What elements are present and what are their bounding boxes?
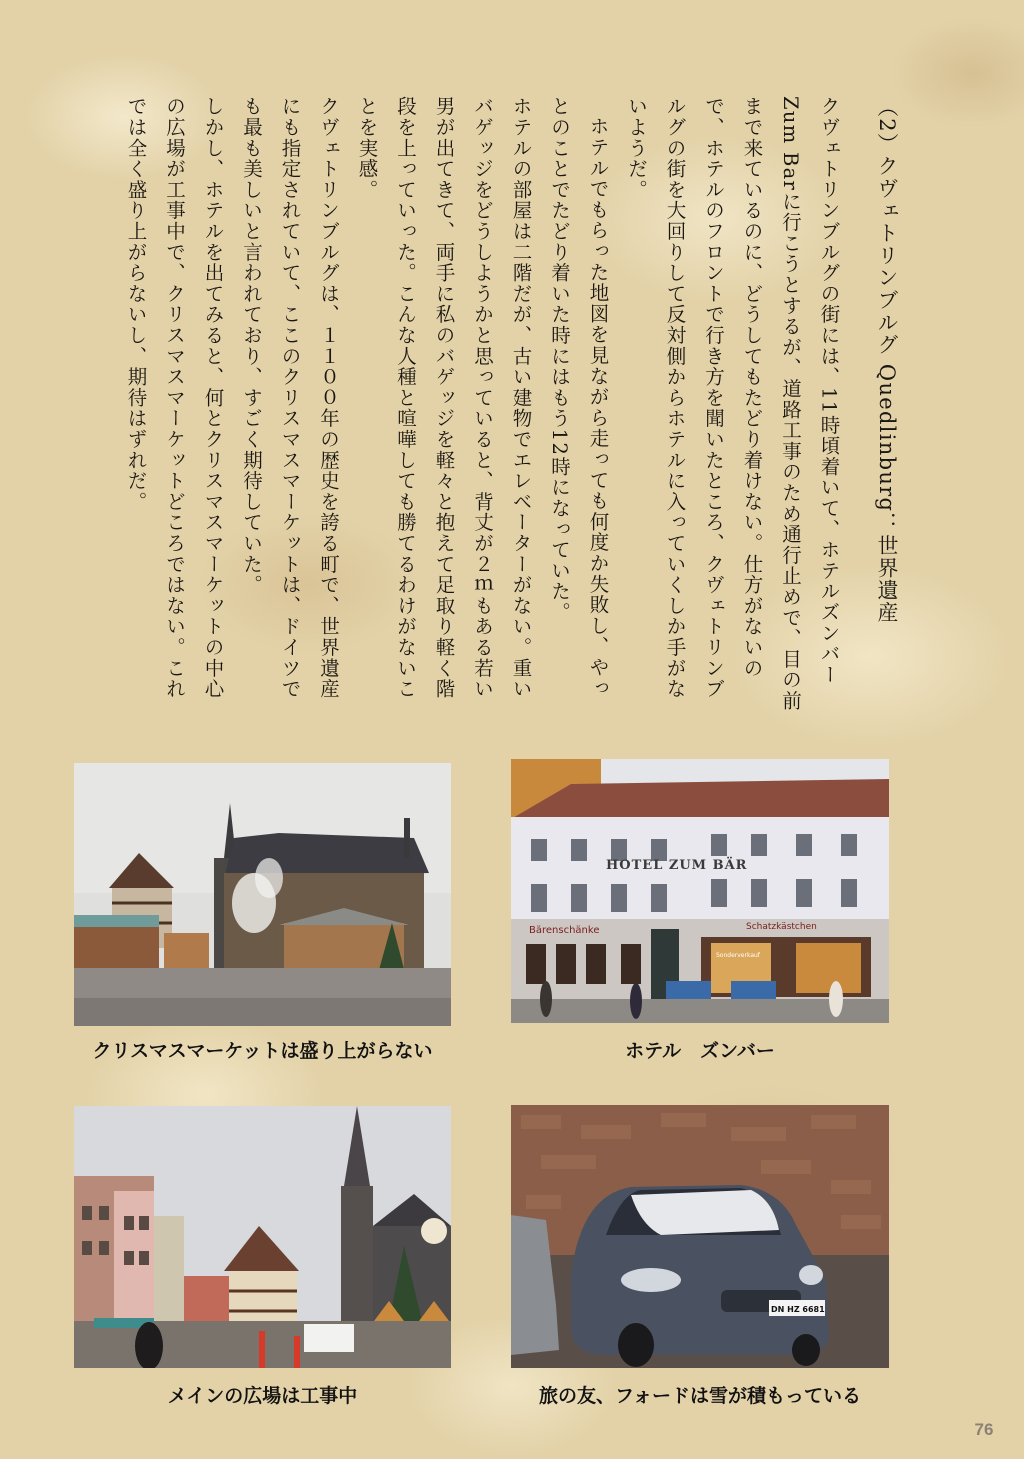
license-plate: DN HZ 6681 <box>771 1305 825 1314</box>
paragraph: ホテルでもらった地図を見ながら走っても何度か失敗し、やっとのことでたどり着いた時にはもう12時になっていた。 <box>548 96 610 698</box>
hotel-sign: HOTEL ZUM BÄR <box>606 858 748 873</box>
photo-hotel <box>511 759 889 1023</box>
shop-sign: Schatzkästchen <box>746 922 817 932</box>
restaurant-sign: Bärenschänke <box>529 925 600 936</box>
photo-caption: 旅の友、フォードは雪が積もっている <box>538 1385 862 1407</box>
paragraph: クヴェトリンブルグの街には、11時頃着いて、ホテルズンバーZum Barに行こうとするが、道路工事のため通行止めで、目の前まで来ているのに、どうしてもたどり着けない。仕方がないので、ホテルのフロントで行き方を聞いたところ、クヴェトリンブルグの街を大回りして反対側からホテルに入っていくしか手がないようだ。 <box>625 96 841 712</box>
photo-ford-car <box>511 1105 889 1368</box>
photo-christmas-market <box>74 763 451 1026</box>
photo-caption: クリスマスマーケットは盛り上がらない <box>92 1040 433 1062</box>
paragraph: しかし、ホテルを出てみると、何とクリスマスマーケットの中心の広場が工事中で、クリスマスマーケットどころではない。これでは全く盛り上がらないし、期待はずれだ。 <box>124 96 225 700</box>
photo-caption: ホテル ズンバー <box>625 1040 775 1062</box>
article-heading: （2）クヴェトリンブルグ Quedlinburg：世界遺産 <box>875 96 899 624</box>
photo-main-square <box>74 1106 451 1368</box>
article-body <box>126 96 906 716</box>
paragraph: ホテルの部屋は二階だが、古い建物でエレベーターがない。重いバゲッジをどうしようかと思っていると、背丈が２ｍもある若い男が出てきて、両手に私のバゲッジを軽々と抱えて足取り軽く階段を上っていった。こんな人種と喧嘩しても勝てるわけがないことを実感。 <box>355 96 533 700</box>
paragraph: クヴェトリンブルグは、１１００年の歴史を誇る町で、世界遺産にも指定されていて、ここのクリスマスマーケットは、ドイツでも最も美しいと言われており、すごく期待していた。 <box>240 96 340 700</box>
sale-sign: Sonderverkauf <box>716 952 760 959</box>
photo-caption: メインの広場は工事中 <box>167 1385 358 1407</box>
page-number: 76 <box>974 1420 994 1439</box>
